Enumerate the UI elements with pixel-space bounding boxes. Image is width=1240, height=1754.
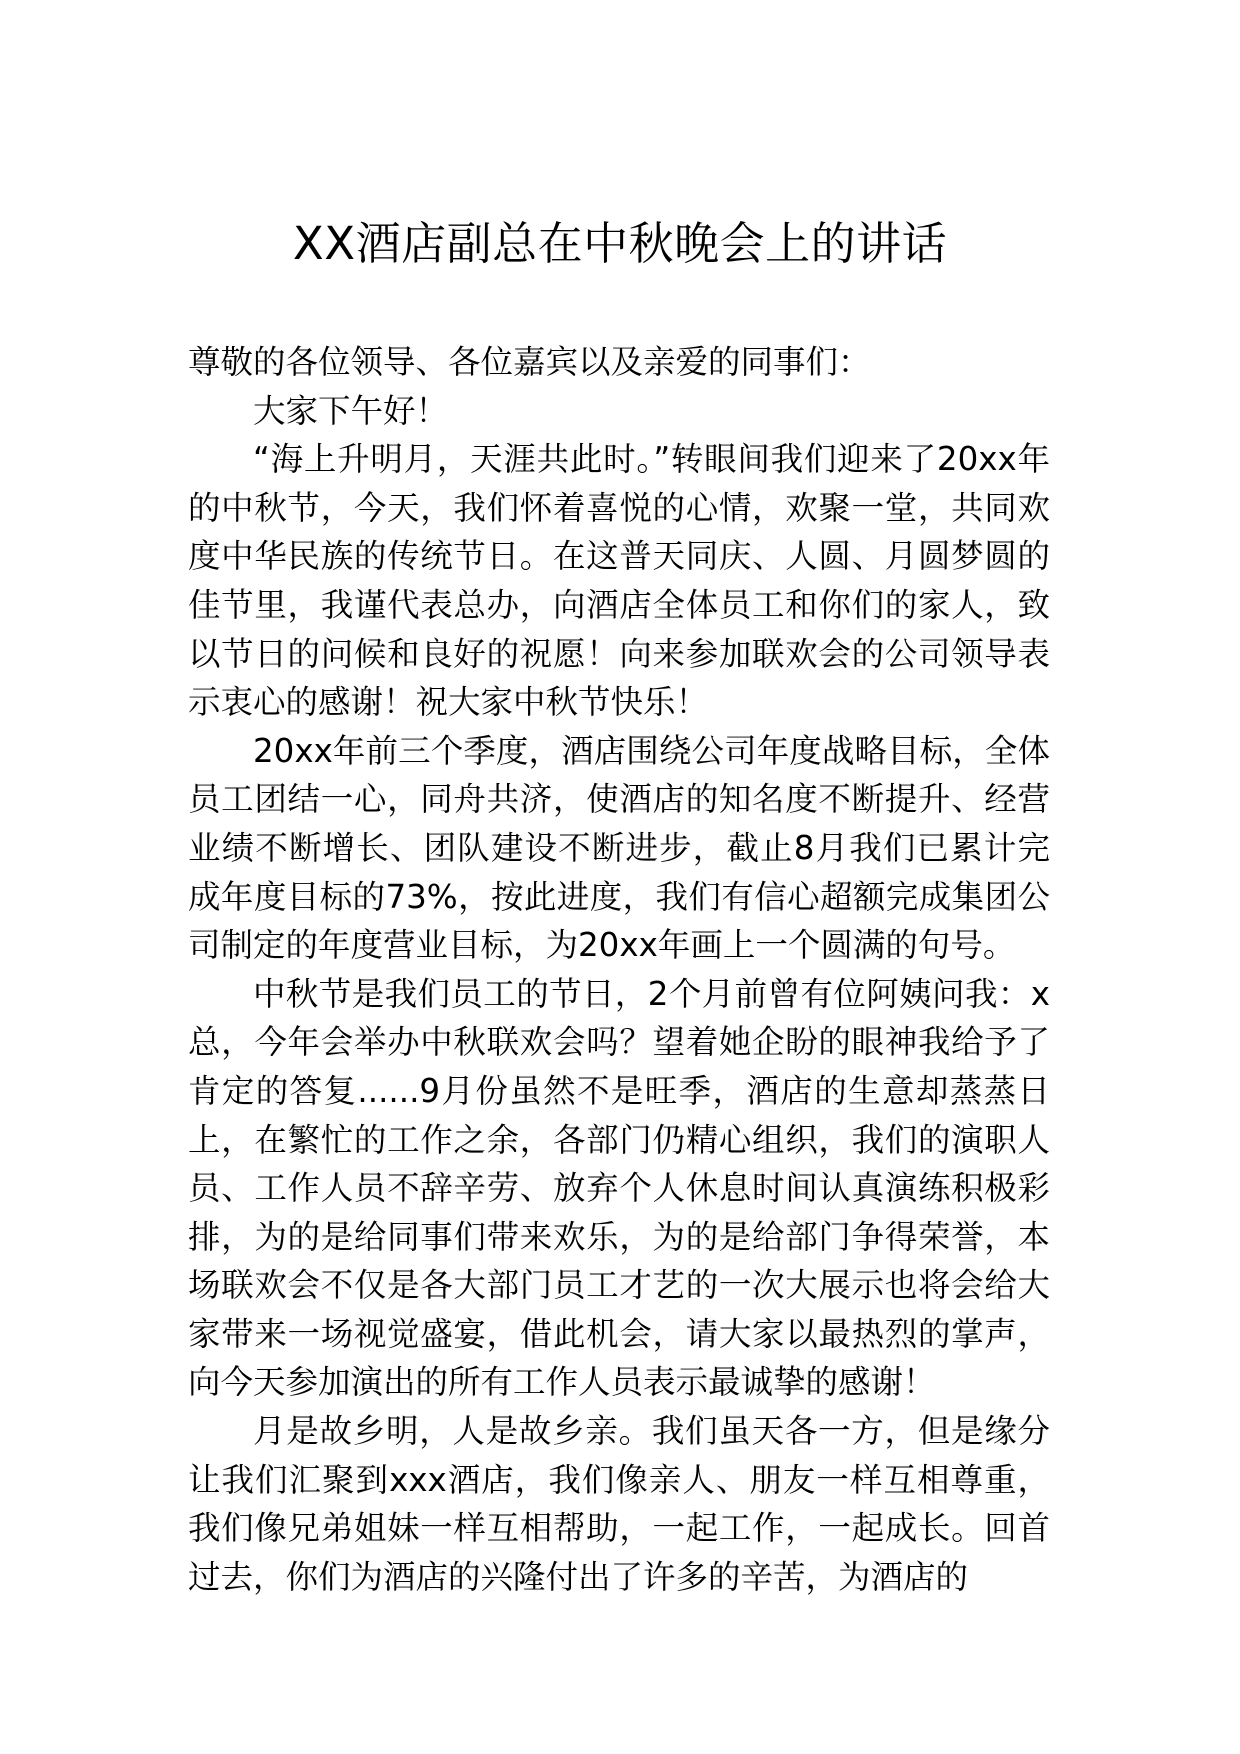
paragraph-mid-autumn: “海上升明月，天涯共此时。”转眼间我们迎来了20xx年的中秋节，今天，我们怀着喜悦的心情，欢聚一堂，共同欢度中华民族的传统节日。在这普天同庆、人圆、月圆梦圆的佳节里，我谨代表总办，向酒店全体员工和你们的家人，致以节日的问候和良好的祝愿！向来参加联欢会的公司领导表示衷心的感谢！祝大家中秋节快乐！	[188, 440, 1050, 722]
paragraph-performance: 20xx年前三个季度，酒店围绕公司年度战略目标，全体员工团结一心，同舟共济，使酒店的知名度不断提升、经营业绩不断增长、团队建设不断进步，截止8月我们已累计完成年度目标的73%，按此进度，我们有信心超额完成集团公司制定的年度营业目标，为20xx年画上一个圆满的句号。	[188, 731, 1050, 965]
salutation: 尊敬的各位领导、各位嘉宾以及亲爱的同事们：	[188, 343, 871, 381]
paragraph-hometown: 月是故乡明，人是故乡亲。我们虽天各一方，但是缘分让我们汇聚到xxx酒店，我们像亲人、朋友一样互相尊重，我们像兄弟姐妹一样互相帮助，一起工作，一起成长。回首过去，你们为酒店的兴隆付出了许多的辛苦，为酒店的	[188, 1412, 1050, 1596]
document-title: XX酒店副总在中秋晚会上的讲话	[292, 217, 948, 270]
paragraph-gala: 中秋节是我们员工的节日，2个月前曾有位阿姨问我：x总，今年会举办中秋联欢会吗？望着她企盼的眼神我给予了肯定的答复......9月份虽然不是旺季，酒店的生意却蒸蒸日上，在繁忙的工作之余，各部门仍精心组织，我们的演职人员、工作人员不辞辛劳、放弃个人休息时间认真演练积极彩排，为的是给同事们带来欢乐，为的是给部门争得荣誉，本场联欢会不仅是各大部门员工才艺的一次大展示也将会给大家带来一场视觉盛宴，借此机会，请大家以最热烈的掌声，向今天参加演出的所有工作人员表示最诚挚的感谢！	[188, 974, 1050, 1402]
paragraph-greeting: 大家下午好！	[253, 391, 449, 430]
document-body	[188, 338, 1050, 1601]
